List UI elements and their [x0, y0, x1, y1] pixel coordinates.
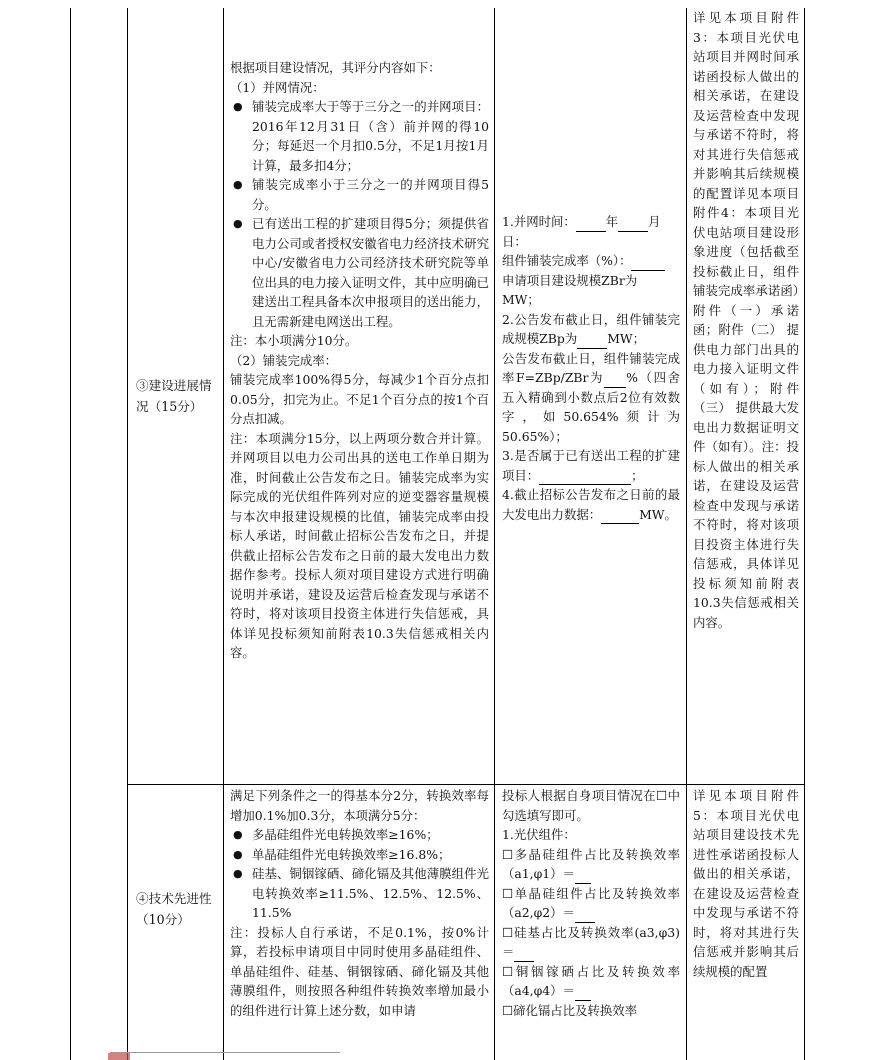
fill-line-grid-time: 1.并网时间： 年 月: [502, 212, 680, 232]
blank-field[interactable]: [539, 471, 631, 485]
checkbox-silicon-based[interactable]: ☐硅基占比及转换效率(a3,φ3)＝: [502, 923, 680, 962]
footer-logo-icon: [108, 1053, 130, 1060]
bullet-icon: ●: [233, 867, 243, 880]
criteria-cell-technology: [230, 786, 489, 1020]
fill-cell-technology: [502, 786, 680, 1020]
bullet-item: ● 硅基、铜铟镓硒、碲化镉及其他薄膜组件光电转换效率≥11.5%、12.5%、12.5%、11.5%: [233, 866, 489, 920]
bullet-item: ● 铺装完成率小于三分之一的并网项目得5分。: [233, 177, 489, 212]
blank-field[interactable]: [604, 374, 626, 388]
table-divider-1: [127, 8, 128, 1060]
blank-field[interactable]: [601, 510, 639, 524]
remarks-text: 详见本项目附件3：本项目光伏电站项目并网时间承诺函投标人做出的相关承诺，在建设及运营检查中发现与承诺不符时，将对其进行失信惩戒并影响其后续规模的配置详见本项目附件4：本项目光伏电站项目建设形象进度（包括截至投标截止日，组件铺装完成率承诺函）附件（一）承诺函；附件（二） 提供电力部门出具的电力接入证明文件（如有）；附件（三） 提供最大发电出力数据证明文件（如有）。注：投标人做出的相关承诺，在建设及运营检查中发现与承诺不符时，将对该项目投资主体进行失信惩戒，具体详见投标须知前附表10.3失信惩戒相关内容。: [693, 10, 799, 630]
remarks-cell-technology: [693, 786, 799, 981]
note-text: 注：本小项满分10分。: [230, 333, 358, 348]
bullet-icon: ●: [233, 217, 243, 230]
note-text: 注：投标人自行承诺，不足0.1%，按0%计算，若投标申请项目中同时使用多晶硅组件、单晶硅组件、硅基、铜铟镓硒、碲化镉及其他薄膜组件，则按照各种组件转换效率增加最小的组件进行计算上述分数，如申请: [230, 924, 489, 1018]
table-border-left: [70, 8, 71, 1060]
fill-line-output: 4.截止招标公告发布之日前的最大发电出力数据： MW。: [502, 485, 680, 524]
fill-line-rate-formula: 公告发布截止日，组件铺装完成率F=ZBp/ZBr为 %（四舍五入精确到小数点后2位有效数字，如50.654%须计为50.65%）；: [502, 350, 680, 444]
criteria-cell-construction: [230, 58, 489, 663]
blank-field[interactable]: [514, 948, 534, 962]
blank-field[interactable]: [575, 909, 595, 923]
fill-line-scale: 申请项目建设规模ZBr为: [502, 272, 638, 288]
table-divider-4: [686, 8, 687, 1060]
table-divider-2: [223, 8, 224, 1060]
note-text: 注：本项满分15分，以上两项分数合并计算。并网项目以电力公司出具的送电工作单日期为准，时间截止公告发布之日。铺装完成率为实际完成的光伏组件阵列对应的逆变器容量规模与本次申报建设规模的比值，铺装完成率由投标人承诺，时间截止招标公告发布之日，并提供截止招标公告发布之日前的最大发电出力数据作参考。投标人须对项目建设方式进行明确说明并承诺，建设及运营后检查发现与承诺不符时，将对该项目投资主体进行失信惩戒，具体详见投标须知前附表10.3失信惩戒相关内容。: [230, 430, 489, 660]
bullet-icon: ●: [233, 100, 243, 113]
blank-field[interactable]: [618, 218, 648, 232]
category-label: ④技术先进性（10分）: [136, 891, 212, 927]
fill-line-existing: 3.是否属于已有送出工程的扩建项目： ；: [502, 446, 680, 485]
blank-field[interactable]: [575, 870, 591, 884]
checkbox-polysilicon[interactable]: ☐多晶硅组件占比及转换效率（a1,φ1）＝: [502, 845, 680, 884]
blank-field[interactable]: [576, 218, 606, 232]
criteria-intro: 根据项目建设情况，其评分内容如下：: [230, 60, 441, 75]
bullet-item: ● 已有送出工程的扩建项目得5分；须提供省电力公司或者授权安徽省电力经济技术研究中心/安徽省电力公司经济技术研究院等单位出具的电力接入证明文件，其中应明确已建送出工程具备本次申报项目的送出能力，且无需新建电网送出工程。: [233, 216, 489, 329]
bullet-item: ● 单晶硅组件光电转换效率≥16.8%；: [230, 845, 489, 865]
fill-line-scale-unit: MW；: [502, 292, 540, 307]
bullet-item: ● 铺装完成率大于等于三分之一的并网项目：2016年12月31日（含）前并网的得10分；每延迟一个月扣0.5分，不足1月按1月计算，最多扣4分；: [233, 99, 489, 173]
checkbox-cdte[interactable]: ☐碲化镉占比及转换效率: [502, 1002, 638, 1018]
sub-heading-completion: （2）铺装完成率：: [230, 352, 338, 368]
blank-field[interactable]: [577, 335, 607, 349]
fill-line-day: 日：: [502, 233, 527, 249]
bullet-icon: ●: [233, 828, 243, 841]
table-border-right: [804, 8, 805, 1060]
footer-rule: [110, 1052, 340, 1053]
checkbox-monosilicon[interactable]: ☐单晶硅组件占比及转换效率（a2,φ2）＝: [502, 884, 680, 923]
bullet-icon: ●: [233, 847, 243, 861]
fill-line-installed: 2.公告发布截止日，组件铺装完成规模ZBp为 MW；: [502, 310, 680, 349]
category-cell-construction: [136, 375, 220, 417]
remarks-text: 详见本项目附件5：本项目光伏电站项目建设技术先进性承诺函投标人做出的相关承诺，在建设及运营检查中发现与承诺不符时，将对其进行失信惩戒并影响其后续规模的配置: [693, 788, 799, 979]
bullet-item: ● 多晶硅组件光电转换效率≥16%；: [230, 825, 489, 845]
category-label: ③建设进展情况（15分）: [136, 378, 212, 414]
fill-line-rate: 组件铺装完成率（%）：: [502, 251, 680, 271]
blank-field[interactable]: [575, 987, 591, 1001]
fill-cell-construction: [502, 212, 680, 524]
criteria-text: 铺装完成率100%得5分，每减少1个百分点扣0.05分，扣完为止。不足1个百分点的按1个百分点扣减。: [230, 372, 489, 426]
sub-heading-grid: （1）并网情况：: [230, 79, 325, 95]
row-separator: [127, 784, 805, 785]
remarks-cell-construction: [693, 8, 799, 632]
criteria-intro: 满足下列条件之一的得基本分2分，转换效率每增加0.1%加0.3分，本项满分5分：: [230, 788, 489, 823]
blank-field[interactable]: [631, 257, 665, 271]
bullet-icon: ●: [233, 178, 243, 191]
checkbox-cigs[interactable]: ☐铜铟镓硒占比及转换效率（a4,φ4）＝: [502, 962, 680, 1001]
fill-intro: 投标人根据自身项目情况在☐中勾选填写即可。: [502, 788, 680, 823]
category-cell-technology: [136, 888, 220, 930]
table-divider-3: [494, 8, 495, 1060]
fill-line-modules: 1.光伏组件：: [502, 827, 576, 842]
